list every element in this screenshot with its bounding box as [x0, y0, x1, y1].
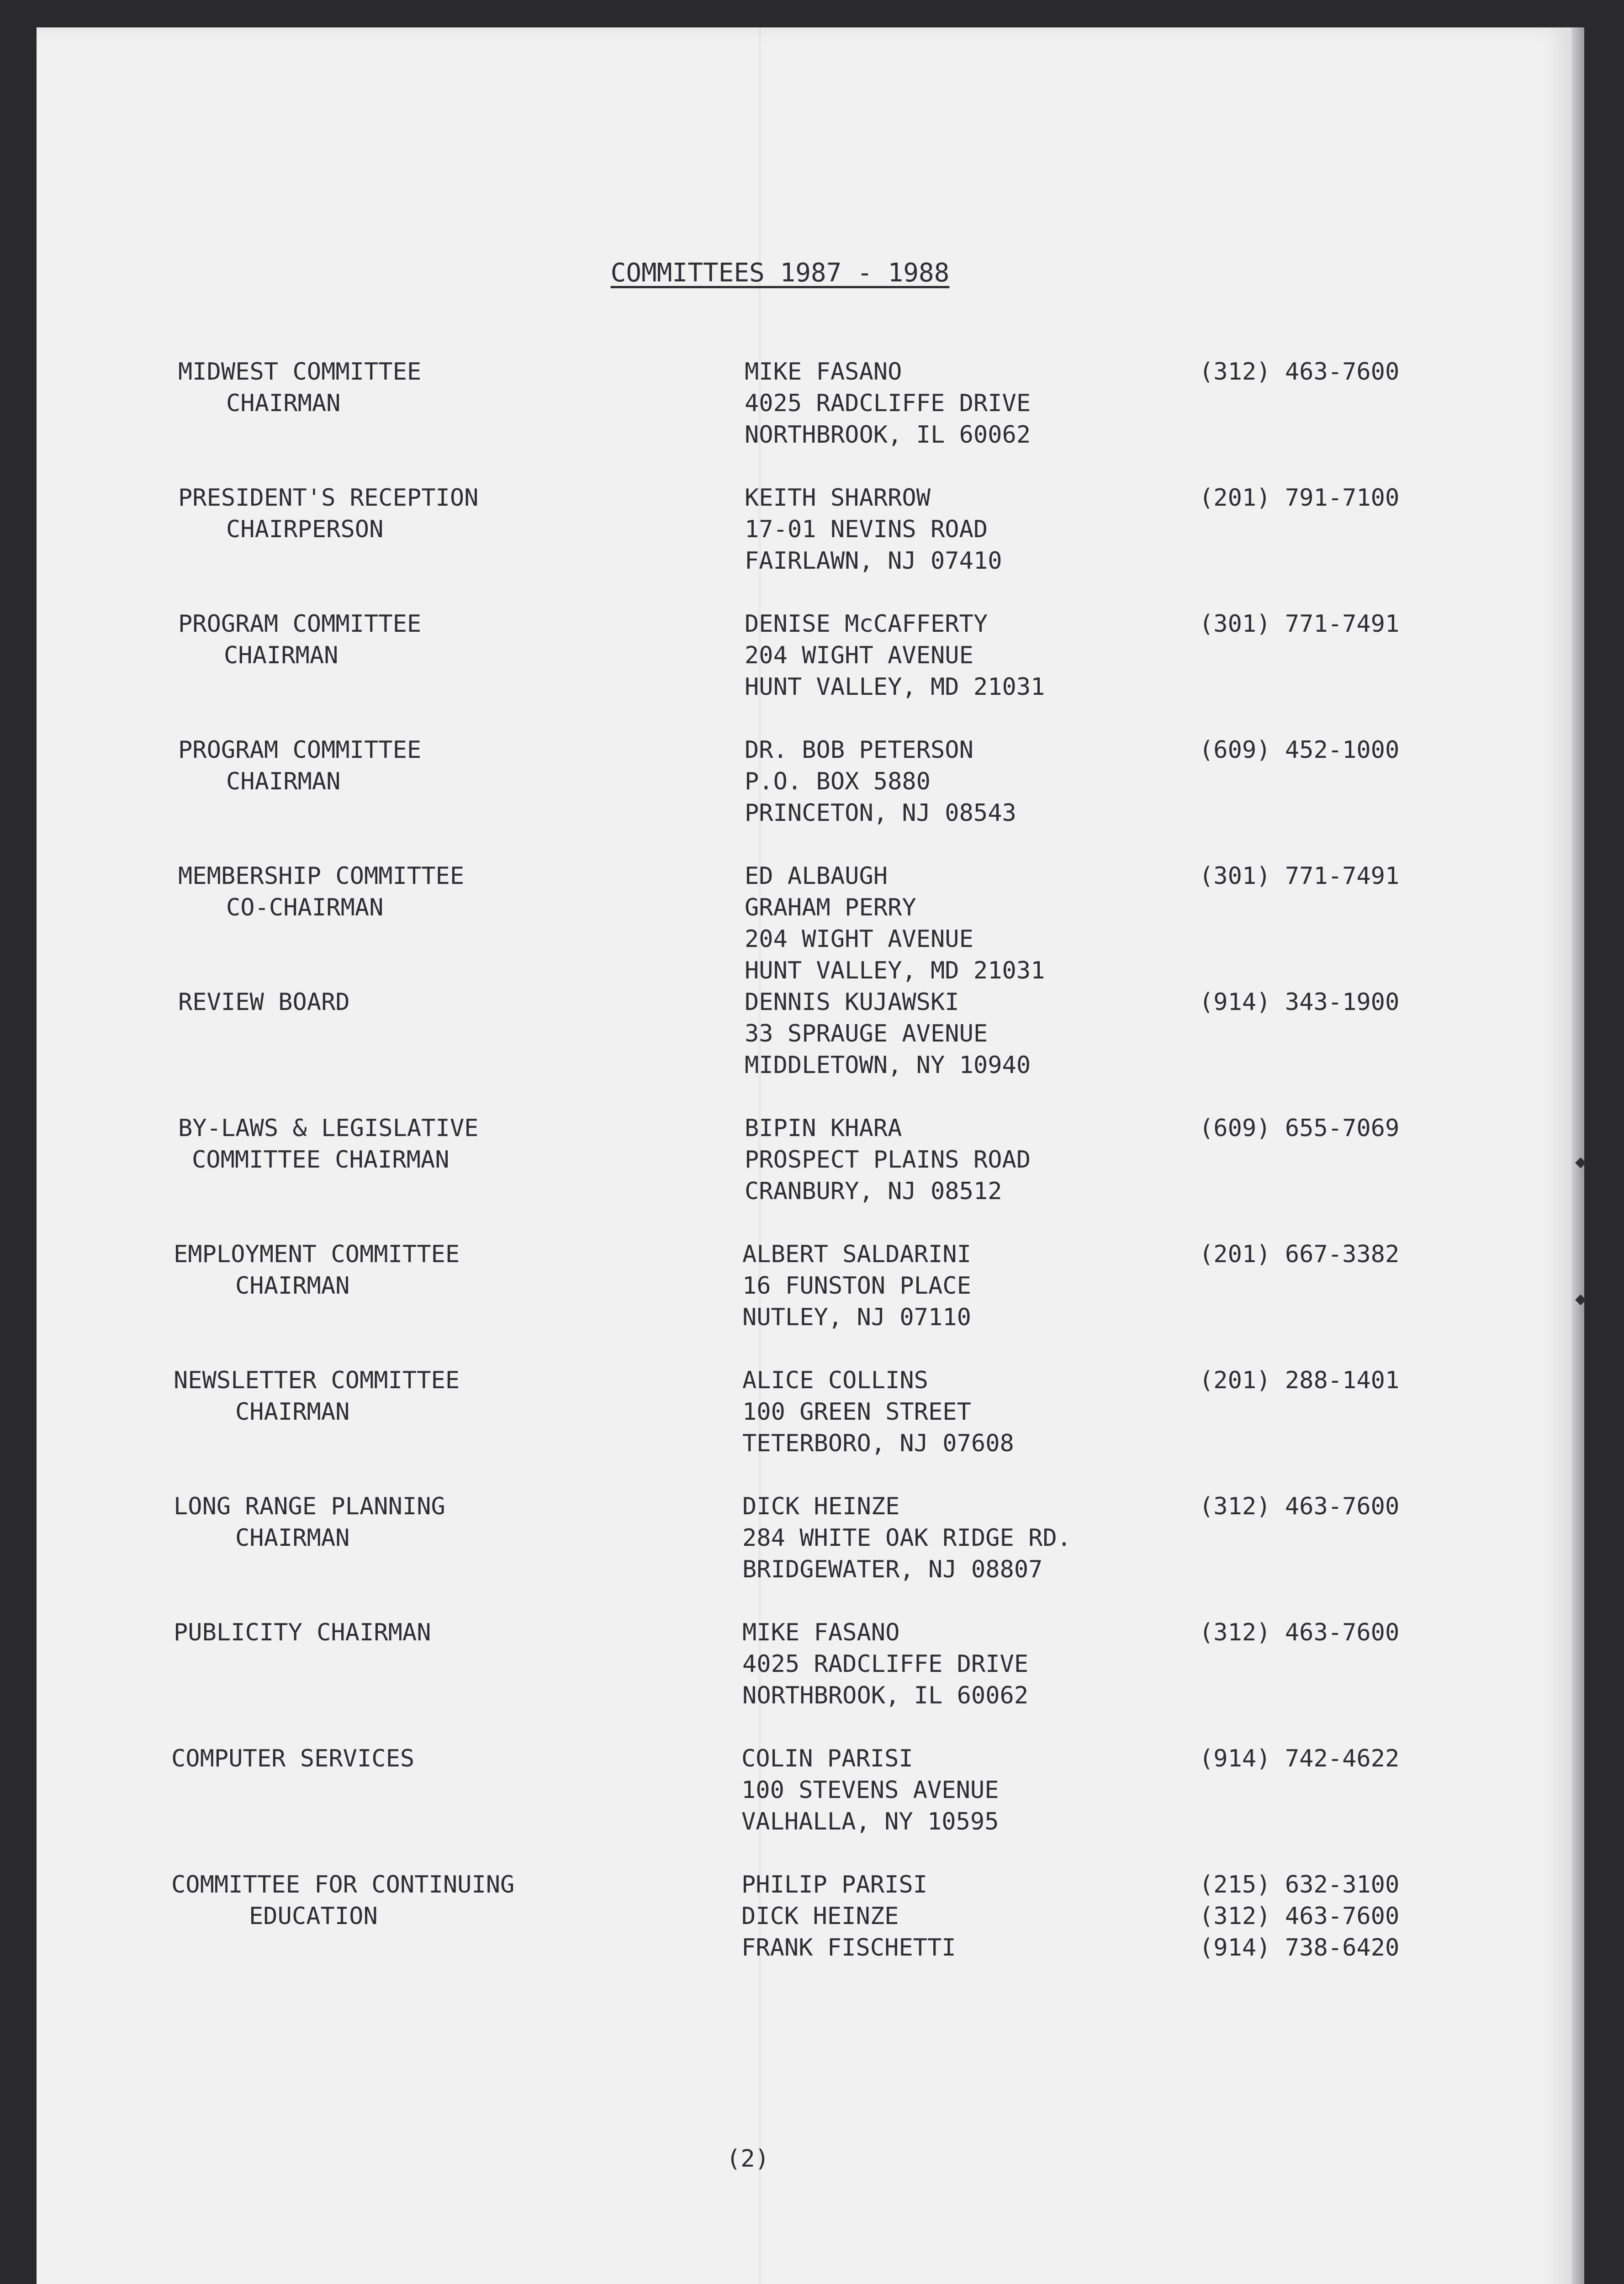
staple-mark: ◆	[1575, 1288, 1587, 1309]
contact-line: DENNIS KUJAWSKI	[745, 989, 959, 1016]
role-line: COMMITTEE FOR CONTINUING	[171, 1871, 515, 1898]
contact-line: NORTHBROOK, IL 60062	[742, 1682, 1029, 1709]
role-line: LONG RANGE PLANNING	[174, 1493, 445, 1520]
phone-number: (201) 288-1401	[1199, 1367, 1400, 1394]
contact-line: DICK HEINZE	[741, 1903, 899, 1930]
role-line: COMMITTEE CHAIRMAN	[192, 1146, 450, 1174]
contact-line: NUTLEY, NJ 07110	[742, 1304, 971, 1331]
contact-line: 100 GREEN STREET	[742, 1398, 971, 1426]
staple-mark: ◆	[1575, 1151, 1587, 1172]
phone-number: (914) 742-4622	[1199, 1745, 1400, 1772]
role-line: COMPUTER SERVICES	[171, 1745, 415, 1772]
contact-line: MIKE FASANO	[742, 1619, 900, 1646]
committee-role	[171, 1869, 719, 1932]
role-line: PROGRAM COMMITTEE	[178, 736, 422, 764]
contact-line: P.O. BOX 5880	[745, 768, 931, 795]
role-line: CHAIRMAN	[235, 1272, 350, 1300]
phone-block	[1199, 1113, 1473, 1144]
contact-block	[745, 1113, 1201, 1207]
contact-line: BRIDGEWATER, NJ 08807	[742, 1556, 1043, 1583]
contact-line: MIKE FASANO	[745, 358, 902, 386]
committee-role	[174, 1365, 722, 1428]
contact-line: DENISE McCAFFERTY	[745, 610, 988, 638]
contact-line: 204 WIGHT AVENUE	[745, 925, 973, 953]
contact-line: KEITH SHARROW	[745, 484, 931, 512]
contact-line: PHILIP PARISI	[741, 1871, 927, 1898]
role-line: PRESIDENT'S RECEPTION	[178, 484, 479, 512]
committee-role	[174, 1491, 722, 1554]
phone-block	[1199, 1239, 1473, 1270]
role-line: CHAIRMAN	[226, 768, 341, 795]
phone-number: (201) 667-3382	[1199, 1241, 1400, 1268]
role-line: EDUCATION	[249, 1903, 378, 1930]
contact-line: 17-01 NEVINS ROAD	[745, 516, 988, 543]
role-line: NEWSLETTER COMMITTEE	[174, 1367, 460, 1394]
role-line: CHAIRPERSON	[226, 516, 384, 543]
role-line: PROGRAM COMMITTEE	[178, 610, 422, 638]
contact-line: 4025 RADCLIFFE DRIVE	[742, 1650, 1029, 1678]
contact-line: CRANBURY, NJ 08512	[745, 1178, 1002, 1205]
phone-block	[1199, 1743, 1473, 1775]
role-line: CHAIRMAN	[235, 1524, 350, 1552]
phone-number: (312) 463-7600	[1199, 1619, 1400, 1646]
phone-number: (201) 791-7100	[1199, 484, 1400, 512]
contact-line: HUNT VALLEY, MD 21031	[745, 957, 1045, 984]
phone-number: (312) 463-7600	[1199, 358, 1400, 386]
contact-line: 33 SPRAUGE AVENUE	[745, 1020, 988, 1047]
role-line: EMPLOYMENT COMMITTEE	[174, 1241, 460, 1268]
role-line: CHAIRMAN	[235, 1398, 350, 1426]
phone-number: (215) 632-3100	[1199, 1871, 1400, 1898]
contact-line: DR. BOB PETERSON	[745, 736, 973, 764]
contact-line: 100 STEVENS AVENUE	[741, 1776, 999, 1804]
phone-block	[1199, 356, 1473, 388]
contact-block	[745, 987, 1201, 1081]
committee-role	[178, 356, 726, 419]
contact-block	[741, 1869, 1198, 1964]
phone-number: (609) 452-1000	[1199, 736, 1400, 764]
phone-block	[1199, 1869, 1473, 1964]
contact-line: COLIN PARISI	[741, 1745, 913, 1772]
contact-line: 284 WHITE OAK RIDGE RD.	[742, 1524, 1072, 1552]
contact-line: MIDDLETOWN, NY 10940	[745, 1052, 1031, 1079]
role-line: MEMBERSHIP COMMITTEE	[178, 862, 465, 890]
phone-number: (609) 655-7069	[1199, 1115, 1400, 1142]
contact-line: FAIRLAWN, NJ 07410	[745, 547, 1002, 575]
phone-block	[1199, 1617, 1473, 1649]
phone-block	[1199, 1491, 1473, 1523]
contact-line: VALHALLA, NY 10595	[741, 1808, 999, 1835]
phone-number: (312) 463-7600	[1199, 1903, 1400, 1930]
contact-block	[742, 1617, 1199, 1712]
contact-block	[745, 608, 1201, 703]
phone-number: (914) 738-6420	[1199, 1934, 1400, 1961]
page-title: COMMITTEES 1987 - 1988	[610, 258, 950, 288]
committee-role	[178, 608, 726, 671]
contact-line: ALICE COLLINS	[742, 1367, 928, 1394]
contact-line: 204 WIGHT AVENUE	[745, 642, 973, 669]
role-line: CO-CHAIRMAN	[226, 894, 384, 921]
role-line: CHAIRMAN	[224, 642, 339, 669]
contact-line: 4025 RADCLIFFE DRIVE	[745, 390, 1031, 417]
contact-line: TETERBORO, NJ 07608	[742, 1430, 1014, 1457]
phone-number: (312) 463-7600	[1199, 1493, 1400, 1520]
contact-line: ED ALBAUGH	[745, 862, 888, 890]
contact-line: PROSPECT PLAINS ROAD	[745, 1146, 1031, 1174]
contact-line: DICK HEINZE	[742, 1493, 900, 1520]
phone-block	[1199, 1365, 1473, 1396]
phone-block	[1199, 482, 1473, 514]
phone-number: (914) 343-1900	[1199, 989, 1400, 1016]
role-line: REVIEW BOARD	[178, 989, 350, 1016]
phone-block	[1199, 861, 1473, 892]
committee-role	[178, 1113, 726, 1176]
contact-line: BIPIN KHARA	[745, 1115, 902, 1142]
contact-block	[745, 356, 1201, 451]
committee-role	[178, 735, 726, 798]
contact-block	[745, 735, 1201, 829]
role-line: CHAIRMAN	[226, 390, 341, 417]
contact-line: HUNT VALLEY, MD 21031	[745, 673, 1045, 701]
contact-block	[742, 1491, 1199, 1586]
committee-role	[171, 1743, 719, 1775]
role-line: MIDWEST COMMITTEE	[178, 358, 422, 386]
contact-block	[745, 482, 1201, 577]
contact-line: FRANK FISCHETTI	[741, 1934, 956, 1961]
contact-line: 16 FUNSTON PLACE	[742, 1272, 971, 1300]
contact-block	[741, 1743, 1198, 1838]
committee-role	[174, 1617, 722, 1649]
contact-block	[742, 1239, 1199, 1333]
phone-number: (301) 771-7491	[1199, 862, 1400, 890]
phone-block	[1199, 987, 1473, 1018]
role-line: PUBLICITY CHAIRMAN	[174, 1619, 431, 1646]
contact-line: ALBERT SALDARINI	[742, 1241, 971, 1268]
phone-number: (301) 771-7491	[1199, 610, 1400, 638]
phone-block	[1199, 735, 1473, 766]
page-number: (2)	[726, 2145, 769, 2173]
committee-role	[178, 987, 726, 1018]
phone-block	[1199, 608, 1473, 640]
role-line: BY-LAWS & LEGISLATIVE	[178, 1115, 479, 1142]
contact-line: PRINCETON, NJ 08543	[745, 799, 1016, 827]
committee-role	[174, 1239, 722, 1302]
committee-role	[178, 482, 726, 545]
committee-role	[178, 861, 726, 924]
contact-line: GRAHAM PERRY	[745, 894, 916, 921]
contact-block	[745, 861, 1201, 987]
contact-line: NORTHBROOK, IL 60062	[745, 421, 1031, 449]
contact-block	[742, 1365, 1199, 1459]
